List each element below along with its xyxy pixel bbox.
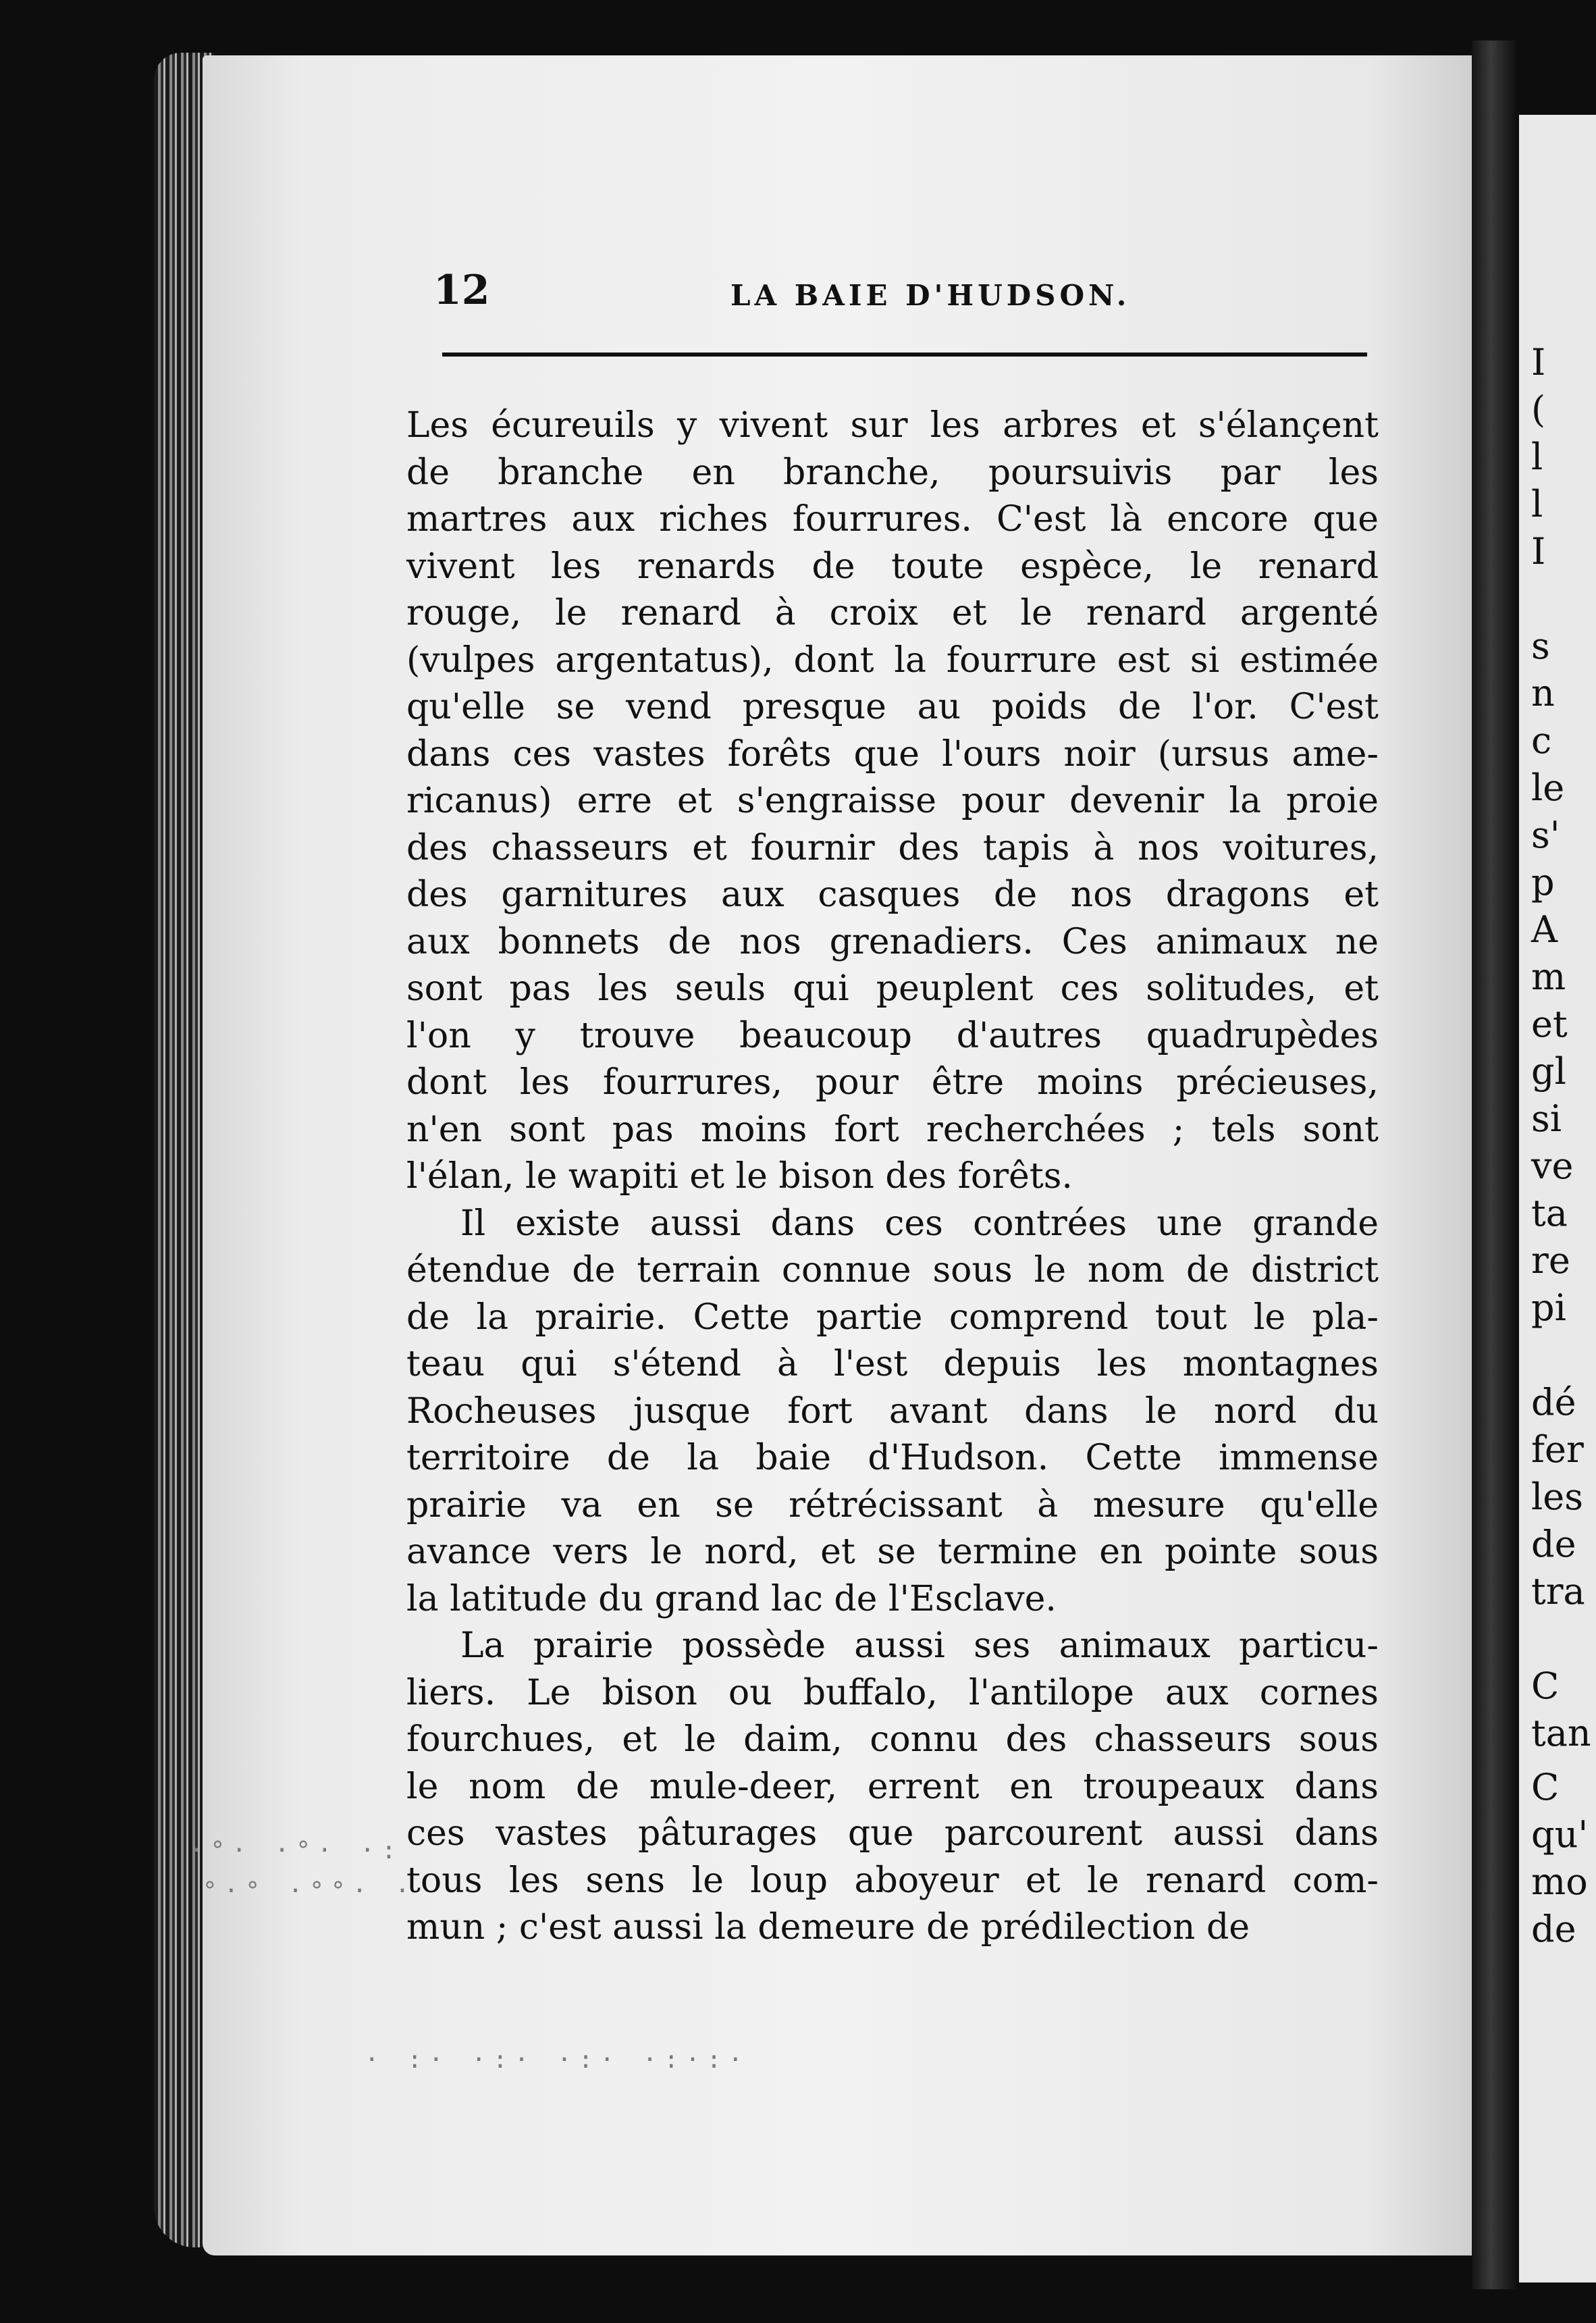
facing-page-fragment: gl	[1531, 1050, 1566, 1093]
text-line: sont pas les seuls qui peuplent ces solitudes, et	[406, 968, 1379, 1009]
text-line: vivent les renards de toute espèce, le renard	[406, 546, 1379, 587]
text-line: des garnitures aux casques de nos dragons et	[406, 875, 1379, 915]
facing-page-fragment: I	[1531, 341, 1546, 384]
running-title: LA BAIE D'HUDSON.	[730, 279, 1131, 312]
facing-page-fragment: s	[1531, 625, 1550, 667]
text-line: n'en sont pas moins fort recherchées ; tels sont	[406, 1109, 1379, 1150]
book-spine	[1472, 41, 1519, 2289]
text-line: dont les fourrures, pour être moins précieuses,	[406, 1062, 1379, 1103]
text-line: des chasseurs et fournir des tapis à nos voitures,	[406, 827, 1379, 868]
facing-page-fragment: de	[1531, 1523, 1576, 1565]
text-line: ces vastes pâturages que parcourent aussi dans	[406, 1813, 1379, 1854]
facing-page-fragment: re	[1531, 1239, 1570, 1282]
text-line: martres aux riches fourrures. C'est là encore que	[406, 499, 1379, 540]
facing-page-fragment: l	[1531, 483, 1543, 525]
facing-page-fragment: (	[1531, 388, 1546, 431]
facing-page-fragment: si	[1531, 1097, 1562, 1140]
facing-page-fragment: et	[1531, 1003, 1568, 1045]
text-line: aux bonnets de nos grenadiers. Ces animaux ne	[406, 921, 1379, 962]
body-text	[406, 402, 1379, 1952]
facing-page-fragment: pi	[1531, 1286, 1566, 1329]
facing-page-fragment: le	[1531, 766, 1565, 809]
library-stamp: ·°· ·°· ·: °·° ·°°· · · :· ·:· ·:· ·:·:·	[189, 1837, 750, 2074]
facing-page-fragment: fer	[1531, 1428, 1584, 1471]
text-line: rouge, le renard à croix et le renard argenté	[406, 593, 1379, 633]
text-line: (vulpes argentatus), dont la fourrure est si estimée	[406, 640, 1379, 681]
text-line: tous les sens le loup aboyeur et le renard com-	[406, 1860, 1379, 1901]
facing-page-fragment: C	[1531, 1766, 1560, 1808]
facing-page-fragment: s'	[1531, 814, 1560, 856]
text-line: la latitude du grand lac de l'Esclave.	[406, 1578, 1057, 1619]
text-line: territoire de la baie d'Hudson. Cette immense	[406, 1438, 1379, 1478]
page-number: 12	[433, 267, 490, 314]
facing-page-fragment: A	[1531, 908, 1558, 951]
facing-page-fragment: ta	[1531, 1192, 1568, 1234]
text-line: dans ces vastes forêts que l'ours noir (ursus ame-	[406, 733, 1379, 775]
text-line: qu'elle se vend presque au poids de l'or. C'est	[406, 687, 1379, 727]
facing-page-fragment: m	[1531, 956, 1566, 998]
facing-page-fragment: n	[1531, 672, 1555, 714]
facing-page-fragment: qu'	[1531, 1813, 1589, 1856]
facing-page-fragment: les	[1531, 1476, 1583, 1518]
text-line: mun ; c'est aussi la demeure de prédilection de	[406, 1907, 1250, 1948]
text-line: Il existe aussi dans ces contrées une grande	[460, 1203, 1379, 1244]
facing-page-fragment: I	[1531, 530, 1546, 573]
text-line: Les écureuils y vivent sur les arbres et s'élançent	[406, 405, 1379, 446]
text-line: teau qui s'étend à l'est depuis les montagnes	[406, 1344, 1379, 1384]
facing-page-fragment: ve	[1531, 1145, 1574, 1187]
text-line: l'élan, le wapiti et le bison des forêts.	[406, 1156, 1073, 1197]
paragraph-2	[406, 1201, 1379, 1623]
header-rule	[442, 353, 1367, 357]
text-line: liers. Le bison ou buffalo, l'antilope aux cornes	[406, 1672, 1379, 1713]
text-line: fourchues, et le daim, connu des chasseurs sous	[406, 1719, 1379, 1760]
facing-page-fragment: dé	[1531, 1381, 1576, 1424]
facing-page-fragment: C	[1531, 1665, 1560, 1707]
text-line: de branche en branche, poursuivis par les	[406, 452, 1379, 493]
paragraph-1	[406, 402, 1379, 1201]
facing-page-fragment: tan	[1531, 1712, 1591, 1754]
text-line: l'on y trouve beaucoup d'autres quadrupèdes	[406, 1015, 1379, 1056]
facing-page-fragment: c	[1531, 719, 1552, 762]
text-line: ricanus) erre et s'engraisse pour devenir la proie	[406, 781, 1379, 821]
text-line: Rocheuses jusque fort avant dans le nord du	[406, 1390, 1379, 1432]
facing-page	[1519, 115, 1596, 2282]
text-line: prairie va en se rétrécissant à mesure qu'elle	[406, 1484, 1379, 1525]
text-line: de la prairie. Cette partie comprend tout le pla-	[406, 1297, 1379, 1338]
text-line: étendue de terrain connue sous le nom de district	[406, 1250, 1379, 1290]
facing-page-fragment: de	[1531, 1908, 1576, 1950]
text-line: le nom de mule-deer, errent en troupeaux dans	[406, 1766, 1379, 1807]
facing-page-fragment: tra	[1531, 1570, 1585, 1613]
facing-page-fragment: l	[1531, 436, 1543, 478]
facing-page-fragment: p	[1531, 861, 1555, 904]
text-line: La prairie possède aussi ses animaux particu-	[460, 1625, 1379, 1666]
facing-page-fragment: mo	[1531, 1860, 1588, 1903]
text-line: avance vers le nord, et se termine en pointe sous	[406, 1532, 1379, 1572]
